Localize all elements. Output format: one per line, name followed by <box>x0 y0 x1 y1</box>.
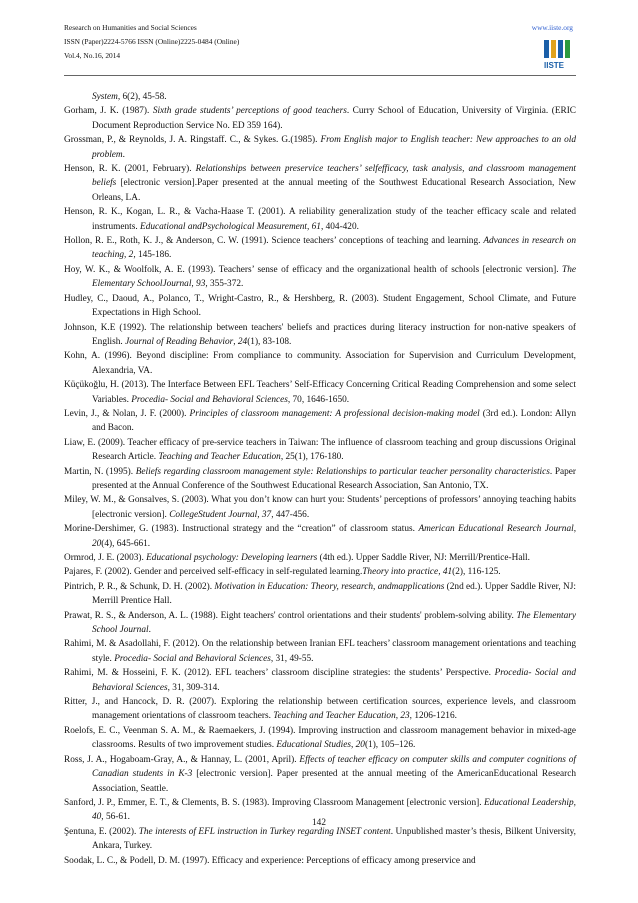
reference-text: . Curry School of Education, University of Virginia. (ERIC Document Reproduction Service No. ED 359 164). <box>92 106 576 131</box>
reference-italic-text: Educational Leadership, 40 <box>92 797 576 823</box>
reference-entry <box>64 263 576 292</box>
reference-text: 6(2), 45-58. <box>122 92 167 102</box>
reference-entry <box>64 580 576 609</box>
reference-italic-text: 2 <box>128 250 134 261</box>
reference-text: Prawat, R. S., & Anderson, A. L. (1988). Eight teachers' control orientations and their students' problem-solving ability. <box>64 610 517 621</box>
page-number: 142 <box>312 818 326 828</box>
reference-text: (4), 645-661. <box>101 538 151 549</box>
reference-italic-text: Procedia- Social and Behavioral Sciences, <box>114 653 274 664</box>
iiste-logo <box>542 37 576 71</box>
reference-entry <box>64 753 576 796</box>
reference-entry <box>64 407 576 436</box>
reference-italic-text: The Elementary School Journal <box>92 610 577 636</box>
reference-text: Soodak, L. C., & Podell, D. M. (1997). Efficacy and experience: Perceptions of efficacy among preservice and <box>64 855 476 866</box>
reference-entry <box>64 465 576 494</box>
reference-entry <box>64 205 576 234</box>
reference-entry <box>64 695 576 724</box>
reference-entry <box>64 321 576 350</box>
reference-text: Miley, W. M., & Gonsalves, S. (2003). What you don’t know can hurt you: Students’ perceptions of professors’ annoying teaching habits [electronic version]. <box>64 495 576 520</box>
reference-entry <box>64 609 576 638</box>
reference-text: , 31, 309-314. <box>167 682 220 693</box>
reference-text: Gorham, J. K. (1987). <box>64 106 153 117</box>
reference-text: Ross, J. A., Hogaboam-Gray, A., & Hannay, L. (2001, April). <box>64 754 300 765</box>
reference-italic-text: Sixth grade students’ perceptions of good teachers <box>152 106 347 117</box>
reference-italic-text: Beliefs regarding classroom management style: Relationships to particular teacher personality characteristics <box>135 466 550 477</box>
reference-italic-text: Advances in research on teaching <box>92 236 577 261</box>
reference-text: Grossman, P., & Reynolds, J. A. Ringstaff. C., & Sykes. G.(1985). <box>64 135 321 146</box>
reference-text: . <box>148 625 151 636</box>
reference-italic-text: Educational psychology: Developing learners <box>146 553 318 563</box>
reference-text: (1), 105–126. <box>364 740 416 751</box>
reference-entry <box>64 724 576 753</box>
reference-italic-text: 24 <box>237 336 248 347</box>
reference-italic-text: Motivation in Education: Theory, research, andmapplications <box>214 581 445 592</box>
reference-italic-text: The interests of EFL instruction in Turkey regarding INSET content <box>138 826 391 837</box>
reference-text: 31, 49-55. <box>273 653 314 664</box>
reference-text: [electronic version]. Paper presented at the annual meeting of the AmericanEducational Research Association, Seattle. <box>92 769 576 794</box>
reference-text: (2nd ed.). Upper Saddle River, NJ: Merrill Prentice Hall. <box>92 581 576 607</box>
reference-text: Rahimi, M. & Asadollahi, F. (2012). On the relationship between Iranian EFL teachers’ classroom management orientations and teaching style. <box>64 639 576 664</box>
reference-text: (2), 116-125. <box>452 567 501 578</box>
reference-entry <box>64 133 576 162</box>
volume-line: Vol.4, No.16, 2014 <box>64 51 121 60</box>
reference-entry <box>64 565 576 579</box>
reference-italic-text: The Elementary SchoolJournal, 93 <box>92 264 576 290</box>
reference-entry <box>64 666 576 695</box>
svg-text:IISTE: IISTE <box>544 61 565 70</box>
reference-entry <box>64 292 576 321</box>
reference-text: , 25(1), 176-180. <box>280 452 344 463</box>
reference-italic-text: From English major to English teacher: New approaches to an old problem <box>92 135 576 160</box>
page-header <box>64 21 576 101</box>
reference-text: Liaw, E. (2009). Teacher efficacy of pre-service teachers in Taiwan: The influence of classroom teaching and group discussions Original Research Article. <box>64 437 576 463</box>
reference-italic-text: Principles of classroom management: A professional decision-making model <box>189 408 480 419</box>
reference-entry <box>64 162 576 205</box>
reference-text: Morine-Dershimer, G. (1983). Instructional strategy and the “creation” of classroom status. <box>64 524 419 535</box>
reference-text: , <box>233 336 238 347</box>
reference-entry <box>64 349 576 378</box>
reference-text: Rahimi, M. & Hosseini, F. K. (2012). EFL teachers’ classroom discipline strategies: the students’ Perspective. <box>64 668 495 679</box>
reference-entry <box>64 378 576 407</box>
reference-text: Henson, R. K., Kogan, L. R., & Vacha-Haase T. (2001). A reliability generalization study of the teacher efficacy scale and related instruments. <box>64 207 576 232</box>
reference-text: Martin, N. (1995). <box>64 466 136 477</box>
reference-text: Sanford, J. P., Emmer, E. T., & Clements, B. S. (1983). Improving Classroom Management [electronic version]. <box>64 797 484 808</box>
reference-text: , <box>124 250 129 261</box>
reference-text: Hollon, R. E., Roth, K. J., & Anderson, C. W. (1991). Science teachers’ conceptions of teaching and learning. <box>64 236 484 247</box>
reference-italic-text: Procedia- Social and Behavioral Sciences <box>131 394 288 405</box>
reference-italic-text: System, <box>92 92 123 102</box>
journal-url-link[interactable]: www.iiste.org <box>531 23 573 32</box>
reference-text: . <box>122 149 125 160</box>
reference-text: Pajares, F. (2002). Gender and perceived self-efficacy in self-regulated learning. <box>64 567 363 578</box>
reference-italic-text: 20 <box>355 740 365 751</box>
reference-entry <box>64 522 576 551</box>
reference-text: , <box>351 740 356 751</box>
reference-entry <box>64 854 576 868</box>
reference-text: Henson, R. K. (2001, February). <box>64 164 196 175</box>
reference-italic-text: Effects of teacher efficacy on computer skills and computer cognitions of Canadian students in K-3 <box>92 754 576 780</box>
reference-text: Kohn, A. (1996). Beyond discipline: From compliance to community. Association for Supervision and Curriculum Development, Alexandria, VA. <box>64 351 576 376</box>
reference-entry <box>64 493 576 522</box>
reference-italic-text: CollegeStudent Journal, 37 <box>169 509 272 520</box>
reference-text: , 1206-1216. <box>409 711 457 722</box>
reference-text: , 70, 1646-1650. <box>287 394 350 405</box>
reference-text: Küçükoğlu, H. (2013). The Interface Between EFL Teachers’ Self-Efficacy Concerning Critical Reading Comprehension and some select Variables. <box>64 380 576 405</box>
reference-italic-text: Relationships between preservice teachers’ selfefficacy, task analysis, and classroom management beliefs <box>92 164 576 189</box>
reference-text: (3rd ed.). London: Allyn and Bacon. <box>92 408 576 434</box>
reference-italic-text: 41 <box>442 567 453 578</box>
issn-line: ISSN (Paper)2224-5766 ISSN (Online)2225-0484 (Online) <box>64 37 240 46</box>
reference-entry <box>64 436 576 465</box>
reference-text: Ritter, J., and Hancock, D. R. (2007). Exploring the relationship between certification sources, experience levels, and classroom management orientations of classroom teachers. <box>64 697 576 722</box>
reference-italic-text: Educational Studies <box>276 740 351 751</box>
reference-entry <box>64 825 576 854</box>
reference-text: [electronic version].Paper presented at the annual meeting of the Southwest Educational Research Association, New Orleans, LA. <box>92 178 576 203</box>
reference-text: , <box>438 567 443 578</box>
reference-text: , <box>573 524 577 535</box>
reference-text: (4th ed.). Upper Saddle River, NJ: Merrill/Prentice-Hall. <box>317 553 530 563</box>
reference-list <box>64 90 576 868</box>
reference-italic-text: American Educational Research Journal <box>418 524 574 535</box>
reference-text: Johnson, K.E (1992). The relationship between teachers' beliefs and practices during literacy instruction for non-native speakers of English. <box>64 322 576 347</box>
header-rule <box>64 75 576 76</box>
reference-text: , 447-456. <box>271 509 310 520</box>
reference-entry <box>64 104 576 133</box>
reference-entry <box>64 637 576 666</box>
reference-text: , 145-186. <box>133 250 172 261</box>
reference-text: , 355-372. <box>205 279 244 290</box>
reference-text: Hudley, C., Daoud, A., Polanco, T., Wright-Castro, R., & Hershberg, R. (2003). Student Engagement, School Climate, and Future Expectations in High School. <box>64 293 576 319</box>
reference-text: Roelofs, E. C., Veenman S. A. M., & Raemaekers, J. (1994). Improving instruction and classroom management behavior in mixed-age classrooms. Results of two improvement studies. <box>64 725 576 751</box>
reference-italic-text: Educational andPsychological Measurement, 61 <box>140 221 321 232</box>
reference-entry <box>64 551 576 565</box>
reference-entry <box>64 90 576 104</box>
reference-text: Ormrod, J. E. (2003). <box>64 553 147 563</box>
reference-text: (1), 83-108. <box>247 336 292 347</box>
reference-italic-text: Teaching and Teacher Education, 23 <box>273 711 410 722</box>
reference-text: Levin, J., & Nolan, J. F. (2000). <box>64 408 190 419</box>
journal-title: Research on Humanities and Social Sciences <box>64 23 197 32</box>
reference-text: , 404-420. <box>320 221 359 232</box>
reference-italic-text: Journal of Reading Behavior <box>125 336 234 347</box>
reference-text: Şentuna, E. (2002). <box>64 826 139 837</box>
reference-text: Hoy, W. K., & Woolfolk, A. E. (1993). Teachers’ sense of efficacy and the organizational health of schools [electronic version]. <box>64 264 563 275</box>
reference-entry <box>64 234 576 263</box>
reference-italic-text: Theory into practice <box>362 567 439 578</box>
reference-text: . Paper presented at the Annual Conference of the Southwest Educational Research Association, San Antonio, TX. <box>92 466 576 491</box>
reference-italic-text: Procedia- Social and Behavioral Sciences <box>92 668 576 693</box>
reference-italic-text: Teaching and Teacher Education <box>158 452 281 463</box>
reference-text: Pintrich, P. R., & Schunk, D. H. (2002). <box>64 581 215 592</box>
reference-text: . Unpublished master’s thesis, Bilkent University, Ankara, Turkey. <box>92 826 576 852</box>
reference-text: , 56-61. <box>101 812 130 823</box>
reference-italic-text: 20 <box>92 538 102 549</box>
